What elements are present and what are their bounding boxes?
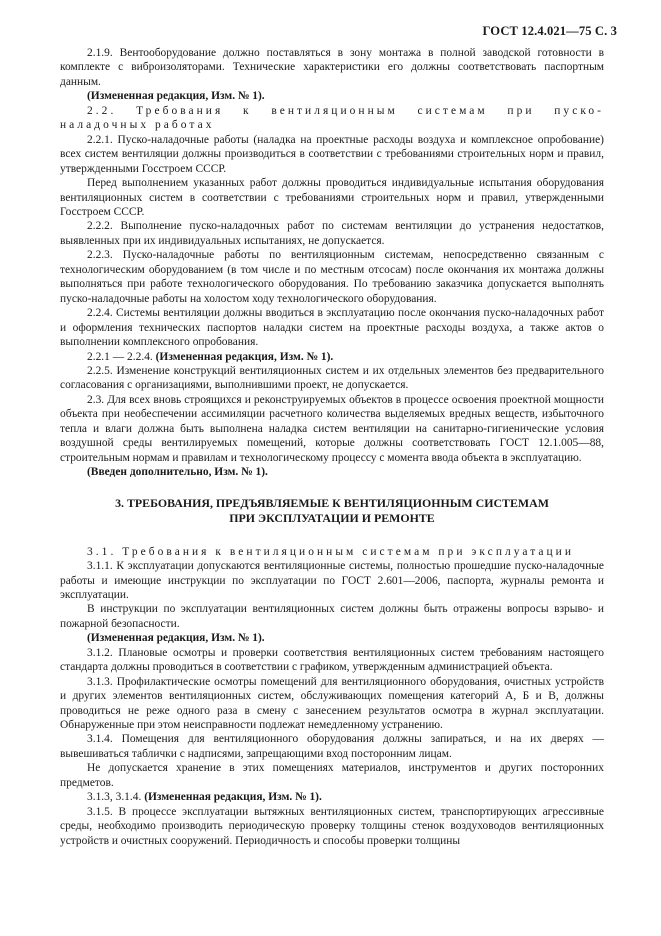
section-3-title-line-2: ПРИ ЭКСПЛУАТАЦИИ И РЕМОНТЕ <box>229 510 435 525</box>
addition-note: (Введен дополнительно, Изм. № 1). <box>87 466 268 479</box>
paragraph-3-1-5: 3.1.5. В процессе эксплуатации вытяжных вентиляционных систем, транспортирующих агрессивные среды, необходимо производить периодическую проверку толщины стенок воздуховодов вентиляционных устройств и очистных сооружений. Периодичность и способы проверки толщины <box>60 805 604 847</box>
section-3-title <box>60 496 604 526</box>
paragraph-individual-tests: Перед выполнением указанных работ должны проводиться индивидуальные испытания оборудования вентиляционных систем в соответствии с требованиями строительных норм и правил, утвержденными Госстроем СССР. <box>60 177 604 218</box>
paragraph-3-1-3: 3.1.3. Профилактические осмотры помещений для вентиляционного оборудования, очистных устройств и других элементов вентиляционных систем, обслуживающих помещения категорий А, Б и В, должны проводиться не реже одного раза в смену с занесением результатов осмотра в журнал эксплуатации. Обнаруженные при этом неисправности подлежат немедленному устранению. <box>60 675 604 732</box>
paragraph-3-1-1: 3.1.1. К эксплуатации допускаются вентиляционные системы, полностью прошедшие пуско-наладочные работы и имеющие инструкции по эксплуатации по ГОСТ 2.601—2006, паспорта, журналы ремонта и эксплуатации. <box>60 560 604 601</box>
document-body <box>60 46 604 848</box>
section-3-title-line-1: 3. ТРЕБОВАНИЯ, ПРЕДЪЯВЛЯЕМЫЕ К ВЕНТИЛЯЦИОННЫМ СИСТЕМАМ <box>115 495 549 510</box>
amendment-note: (Измененная редакция, Изм. № 1). <box>87 632 265 645</box>
paragraph-storage: Не допускается хранение в этих помещениях материалов, инструментов и других посторонних предметов. <box>60 762 604 789</box>
paragraph-instructions: В инструкции по эксплуатации вентиляционных систем должны быть отражены вопросы взрыво- и пожарной безопасности. <box>60 603 604 630</box>
amendment-note: (Измененная редакция, Изм. № 1). <box>155 350 334 363</box>
paragraph-3-1-4: 3.1.4. Помещения для вентиляционного оборудования должны запираться, и на их дверях — вывешиваться таблички с надписями, запрещающими вход посторонним лицам. <box>60 733 604 760</box>
amendment-note: (Измененная редакция, Изм. № 1). <box>144 791 322 804</box>
paragraph-2-1-9: 2.1.9. Вентооборудование должно поставляться в зону монтажа в полной заводской готовности в комплекте с виброизоляторами. Технические характеристики его должны соответствовать паспортным данным. <box>60 47 604 88</box>
subsection-heading-3-1: 3.1. Требования к вентиляционным системам при эксплуатации <box>87 545 575 558</box>
amendment-ref: 3.1.3, 3.1.4. <box>87 791 142 804</box>
amendment-ref: 2.2.1 — 2.2.4. <box>87 350 153 363</box>
paragraph-2-2-1: 2.2.1. Пуско-наладочные работы (наладка на проектные расходы воздуха и комплексное опробование) всех систем вентиляции должны производиться в соответствии с требованиями строительных норм и правил, утвержденными Госстроем СССР. <box>60 133 604 175</box>
paragraph-2-2-5: 2.2.5. Изменение конструкций вентиляционных систем и их отдельных элементов без предварительного согласования с организациями, выполнившими проект, не допускается. <box>60 364 604 392</box>
paragraph-2-2-3: 2.2.3. Пуско-наладочные работы по вентиляционным системам, непосредственно связанным с технологическим оборудованием (в том числе и по местным отсосам) после окончания их монтажа должны выполняться при работе технологического оборудования. По требованию заказчика допускается выполнять пуско-наладочные работы на холостом ходу технологического оборудования. <box>60 249 604 305</box>
amendment-note: (Измененная редакция, Изм. № 1). <box>87 90 265 103</box>
paragraph-2-2-2: 2.2.2. Выполнение пуско-наладочных работ по системам вентиляции до устранения недостатков, выявленных при их индивидуальных испытаниях, не допускается. <box>60 220 604 247</box>
paragraph-2-2-4: 2.2.4. Системы вентиляции должны вводиться в эксплуатацию после окончания пуско-наладочных работ и оформления технических паспортов наладки систем на проектные расходы воздуха, а также актов о выполнении комплексного опробования. <box>60 307 604 349</box>
amendment-3-1-3-3-1-4 <box>60 790 604 804</box>
paragraph-2-3: 2.3. Для всех вновь строящихся и реконструируемых объектов в процессе освоения проектной мощности объекта при необеспечении ассимиляции расчетного количества выделяемых вредных веществ, избыточного тепла и влаги должна быть выполнена наладка систем вентиляции на санитарно-гигиенические условия воздушной среды вентилируемых помещений, которые должны соответствовать ГОСТ 12.1.005—88, строительным нормам и правилам и технологическому процессу с момента ввода объекта в эксплуатацию. <box>60 393 604 464</box>
paragraph-3-1-2: 3.1.2. Плановые осмотры и проверки соответствия вентиляционных систем требованиям настоящего стандарта должны проводиться в соответствии с графиком, утвержденным администрацией объекта. <box>60 646 604 674</box>
page-header: ГОСТ 12.4.021—75 С. 3 <box>482 24 617 38</box>
amendment-2-2-1-2-2-4 <box>60 350 604 364</box>
subsection-heading-2-2: 2.2. Требования к вентиляционным системам при пуско-наладочных работах <box>60 104 604 132</box>
